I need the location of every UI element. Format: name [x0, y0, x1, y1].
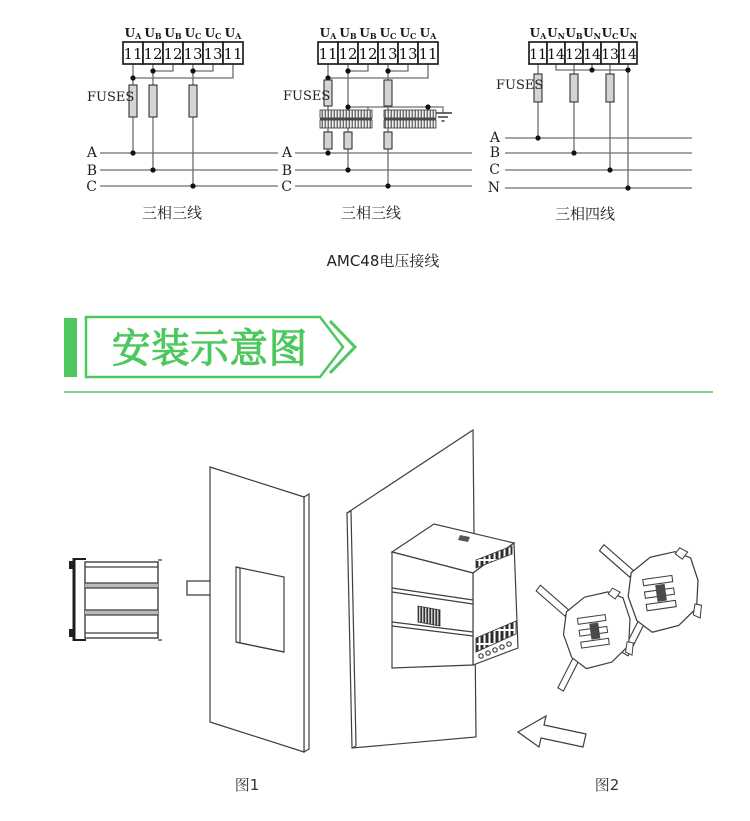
diagram-caption: 三相四线 [554, 205, 616, 223]
terminal-label: UN [547, 26, 565, 41]
terminal-number: 13 [183, 45, 203, 63]
terminal-number: 12 [143, 45, 163, 63]
voltage-transformer-icon [384, 110, 436, 128]
wiring-section-caption: AMC48电压接线 [326, 252, 440, 270]
vent-grid [418, 606, 440, 626]
terminal-label: UA [419, 26, 437, 41]
terminal-number: 11 [223, 45, 243, 63]
terminal-label: UA [124, 26, 142, 41]
terminal-label: UB [339, 26, 357, 41]
terminal-number: 13 [378, 45, 398, 63]
terminal-number: 12 [565, 47, 583, 63]
terminal-number: 12 [358, 45, 378, 63]
phase-label: C [489, 162, 500, 178]
diagram-3p3w-pt [281, 26, 472, 222]
figure2-mounting-clips [347, 430, 707, 794]
terminal-number: 13 [398, 45, 418, 63]
fuse [149, 85, 157, 117]
phase-label: N [487, 180, 500, 196]
phase-label: C [281, 179, 292, 195]
phase-label: C [86, 179, 97, 195]
voltage-wiring-diagrams [0, 0, 750, 300]
terminal-number: 13 [601, 47, 619, 63]
fuse [384, 80, 392, 106]
terminal-label: UC [184, 26, 202, 41]
mounting-clip [535, 574, 638, 693]
figure2-caption: 图2 [594, 776, 620, 794]
voltage-transformer-icon [320, 107, 372, 128]
meter-3d-box [392, 524, 518, 668]
ground-icon [434, 113, 452, 121]
terminal-number: 14 [547, 47, 565, 63]
terminal-label: UC [204, 26, 222, 41]
terminal-label: UC [601, 26, 619, 41]
figure1-panel-cutout [69, 467, 309, 794]
terminal-label: UA [319, 26, 337, 41]
fuse [384, 132, 392, 149]
terminal-number: 14 [619, 47, 637, 63]
terminal-number: 14 [583, 47, 601, 63]
banner-accent-bar [64, 318, 77, 377]
fuse [324, 132, 332, 149]
phase-label: A [281, 145, 292, 161]
push-arrow-left-icon [518, 716, 586, 747]
terminal-number: 11 [418, 45, 438, 63]
fuses-label: FUSES [496, 78, 544, 93]
installation-figures [0, 400, 750, 821]
terminal-number: 11 [123, 45, 143, 63]
terminal-number: 12 [338, 45, 358, 63]
terminal-label: UC [379, 26, 397, 41]
phase-label: B [86, 163, 97, 179]
terminal-label: UB [359, 26, 377, 41]
fuse [344, 132, 352, 149]
diagram-3p4w [488, 26, 692, 223]
fuse [570, 74, 578, 102]
fuse [606, 74, 614, 102]
meter-side-view [69, 558, 162, 641]
terminal-label: UB [565, 26, 583, 41]
phase-label: B [489, 145, 500, 161]
terminal-label: UB [144, 26, 162, 41]
terminal-number: 11 [529, 47, 547, 63]
fuses-label: FUSES [283, 89, 331, 104]
terminal-number: 13 [203, 45, 223, 63]
terminal-label: UA [224, 26, 242, 41]
diagram-caption: 三相三线 [340, 204, 402, 222]
diagram-caption: 三相三线 [141, 204, 203, 222]
panel-with-cutout [210, 467, 309, 752]
terminal-label: UA [529, 26, 547, 41]
terminal-number: 12 [163, 45, 183, 63]
section-banner-install [0, 300, 750, 400]
figure1-caption: 图1 [234, 776, 260, 794]
phase-label: A [489, 130, 500, 146]
banner-title: 安装示意图 [112, 326, 308, 372]
terminal-label: UB [164, 26, 182, 41]
fuse [189, 85, 197, 117]
terminal-label: UN [583, 26, 601, 41]
phase-label: A [86, 145, 97, 161]
diagram-3p3w-direct [86, 26, 278, 222]
fuses-label: FUSES [87, 90, 135, 105]
terminal-number: 11 [318, 45, 338, 63]
terminal-label: UN [619, 26, 637, 41]
terminal-label: UC [399, 26, 417, 41]
phase-label: B [281, 163, 292, 179]
